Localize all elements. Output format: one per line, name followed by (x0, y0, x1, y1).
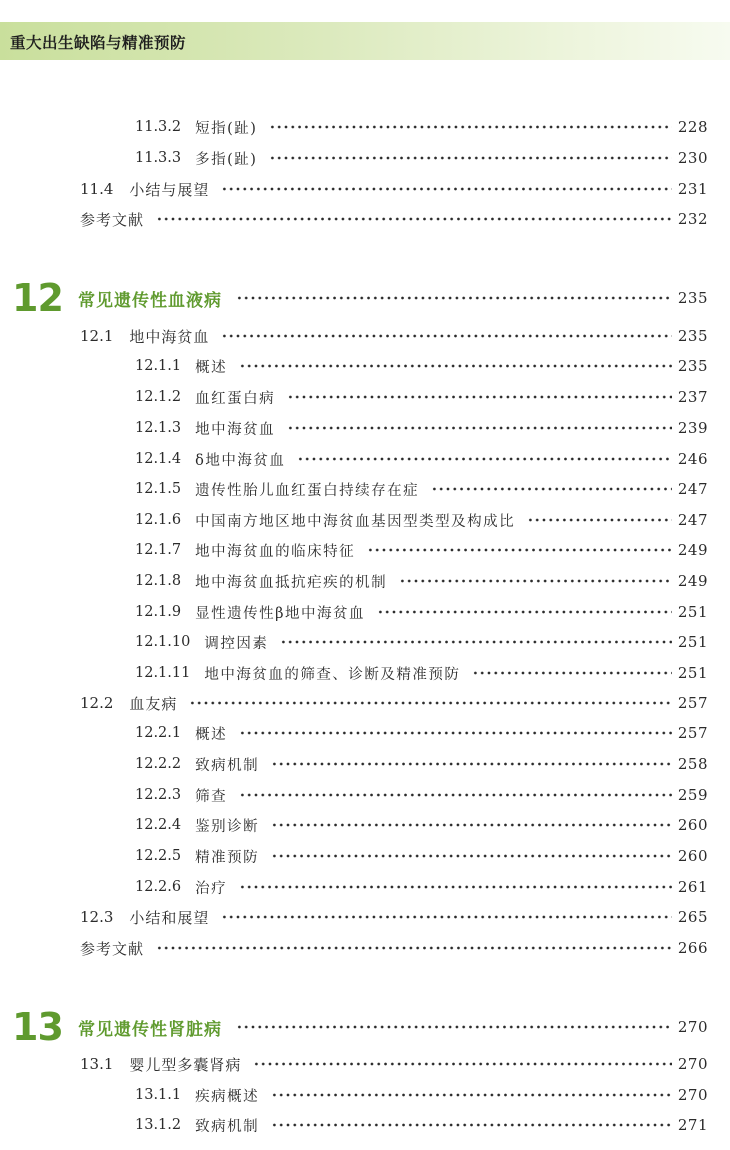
entry-title: 血友病 (129, 694, 178, 713)
chapter-heading-12 (12, 278, 708, 318)
dot-leader (221, 183, 671, 195)
toc-subsection-entry (135, 476, 708, 502)
toc-subsection-entry (135, 384, 708, 410)
entry-title: 致病机制 (195, 757, 260, 774)
page-number: 257 (677, 724, 708, 742)
page-number: 259 (677, 786, 708, 804)
section-number: 12.1.7 (135, 542, 182, 558)
page-number: 251 (677, 633, 708, 651)
dot-leader (271, 1089, 672, 1101)
entry-title: 短指(趾) (195, 120, 258, 137)
dot-leader (239, 789, 672, 801)
section-number: 12.1 (80, 327, 114, 345)
page-number: 270 (677, 1055, 708, 1073)
dot-leader (280, 636, 672, 648)
page-number: 235 (677, 357, 708, 375)
section-number: 12.1.1 (135, 358, 182, 374)
page-number: 237 (677, 388, 708, 406)
entry-title: 地中海贫血 (129, 327, 210, 346)
entry-title: 调控因素 (204, 635, 269, 652)
section-number: 13.1.2 (135, 1117, 182, 1133)
toc-subsection-entry (135, 1112, 708, 1138)
chapter-heading-13 (12, 1007, 708, 1047)
entry-title: 地中海贫血的筛查、诊断及精准预防 (204, 666, 461, 683)
dot-leader (271, 1119, 672, 1131)
toc-section-entry (80, 935, 708, 961)
toc-subsection-entry (135, 446, 708, 472)
dot-leader (221, 330, 671, 342)
entry-title: 鉴别诊断 (195, 818, 260, 835)
section-number: 12.2.2 (135, 756, 182, 772)
dot-leader (367, 544, 672, 556)
entry-title: 地中海贫血抵抗疟疾的机制 (195, 574, 388, 591)
running-header (0, 22, 730, 60)
entry-title: 筛查 (195, 788, 228, 805)
page-number: 270 (677, 1086, 708, 1104)
toc-section-entry (80, 1051, 708, 1077)
section-number: 12.1.2 (135, 389, 182, 405)
toc-subsection-entry (135, 751, 708, 777)
page-number: 266 (677, 939, 708, 957)
entry-title: 多指(趾) (195, 151, 258, 168)
toc-subsection-entry (135, 720, 708, 746)
entry-title: 参考文献 (80, 939, 145, 958)
toc-subsection-entry (135, 145, 708, 171)
entry-title: 治疗 (195, 880, 228, 897)
section-number: 12.1.5 (135, 481, 182, 497)
section-number: 11.4 (80, 180, 114, 198)
entry-title: 显性遗传性β地中海贫血 (195, 605, 366, 622)
entry-title: 疾病概述 (195, 1088, 260, 1105)
toc-subsection-entry (135, 353, 708, 379)
page-number: 235 (677, 289, 708, 307)
entry-title: 遗传性胎儿血红蛋白持续存在症 (195, 482, 420, 499)
page-number: 232 (677, 210, 708, 228)
section-number: 13.1.1 (135, 1087, 182, 1103)
dot-leader (297, 453, 672, 465)
section-number: 13.1 (80, 1055, 114, 1073)
dot-leader (236, 292, 672, 304)
section-number: 12.1.6 (135, 512, 182, 528)
toc-section-entry (80, 323, 708, 349)
dot-leader (156, 213, 672, 225)
entry-title: 血红蛋白病 (195, 390, 276, 407)
entry-title: 婴儿型多囊肾病 (129, 1055, 242, 1074)
page-number: 247 (677, 511, 708, 529)
toc-subsection-entry (135, 114, 708, 140)
page-number: 230 (677, 149, 708, 167)
dot-leader (431, 483, 672, 495)
dot-leader (239, 360, 672, 372)
toc-subsection-entry (135, 1082, 708, 1108)
dot-leader (239, 881, 672, 893)
page-number: 251 (677, 603, 708, 621)
section-number: 12.1.10 (135, 634, 191, 650)
section-number: 12.3 (80, 908, 114, 926)
entry-title: 精准预防 (195, 849, 260, 866)
chapter-number: 12 (12, 276, 63, 320)
entry-title: 致病机制 (195, 1118, 260, 1135)
dot-leader (221, 911, 671, 923)
dot-leader (271, 758, 672, 770)
page-number: 260 (677, 816, 708, 834)
toc-section-entry (80, 690, 708, 716)
page-number: 265 (677, 908, 708, 926)
toc-subsection-entry (135, 843, 708, 869)
dot-leader (271, 850, 672, 862)
toc-subsection-entry (135, 629, 708, 655)
section-number: 12.2.5 (135, 848, 182, 864)
book-title: 重大出生缺陷与精准预防 (10, 34, 187, 52)
dot-leader (399, 575, 672, 587)
page-number: 239 (677, 419, 708, 437)
page-number: 249 (677, 572, 708, 590)
entry-title: 参考文献 (80, 210, 145, 229)
section-number: 11.3.3 (135, 150, 182, 166)
section-number: 12.2.1 (135, 725, 182, 741)
section-number: 11.3.2 (135, 119, 182, 135)
dot-leader (287, 422, 672, 434)
section-number: 12.2 (80, 694, 114, 712)
dot-leader (236, 1021, 672, 1033)
page-number: 270 (677, 1018, 708, 1036)
dot-leader (239, 727, 672, 739)
toc-subsection-entry (135, 874, 708, 900)
toc-subsection-entry (135, 568, 708, 594)
section-number: 12.1.8 (135, 573, 182, 589)
page-number: 261 (677, 878, 708, 896)
entry-title: δ地中海贫血 (195, 452, 286, 469)
toc-subsection-entry (135, 415, 708, 441)
chapter-number: 13 (12, 1005, 63, 1049)
dot-leader (472, 667, 672, 679)
dot-leader (377, 606, 672, 618)
dot-leader (269, 152, 671, 164)
toc-subsection-entry (135, 782, 708, 808)
dot-leader (527, 514, 672, 526)
toc-subsection-entry (135, 507, 708, 533)
toc-section-entry (80, 904, 708, 930)
dot-leader (189, 697, 671, 709)
dot-leader (253, 1058, 671, 1070)
entry-title: 中国南方地区地中海贫血基因型类型及构成比 (195, 513, 516, 530)
section-number: 12.1.9 (135, 604, 182, 620)
toc-section-entry (80, 176, 708, 202)
toc-subsection-entry (135, 599, 708, 625)
entry-title: 小结与展望 (129, 180, 210, 199)
dot-leader (156, 942, 672, 954)
toc-subsection-entry (135, 812, 708, 838)
toc-subsection-entry (135, 537, 708, 563)
section-number: 12.1.11 (135, 665, 191, 681)
section-number: 12.1.4 (135, 451, 182, 467)
section-number: 12.1.3 (135, 420, 182, 436)
entry-title: 地中海贫血的临床特征 (195, 543, 356, 560)
page-number: 235 (677, 327, 708, 345)
toc-section-entry (80, 206, 708, 232)
page-number: 260 (677, 847, 708, 865)
page-number: 231 (677, 180, 708, 198)
dot-leader (287, 391, 672, 403)
entry-title: 地中海贫血 (195, 421, 276, 438)
dot-leader (269, 121, 671, 133)
chapter-title: 常见遗传性血液病 (78, 290, 222, 311)
page-number: 247 (677, 480, 708, 498)
page-number: 228 (677, 118, 708, 136)
page-number: 258 (677, 755, 708, 773)
entry-title: 小结和展望 (129, 908, 210, 927)
entry-title: 概述 (195, 359, 228, 376)
section-number: 12.2.6 (135, 879, 182, 895)
dot-leader (271, 819, 672, 831)
page-number: 249 (677, 541, 708, 559)
chapter-title: 常见遗传性肾脏病 (78, 1019, 222, 1040)
toc-subsection-entry (135, 660, 708, 686)
page-number: 246 (677, 450, 708, 468)
section-number: 12.2.4 (135, 817, 182, 833)
page-number: 271 (677, 1116, 708, 1134)
section-number: 12.2.3 (135, 787, 182, 803)
page-number: 251 (677, 664, 708, 682)
entry-title: 概述 (195, 726, 228, 743)
page-number: 257 (677, 694, 708, 712)
